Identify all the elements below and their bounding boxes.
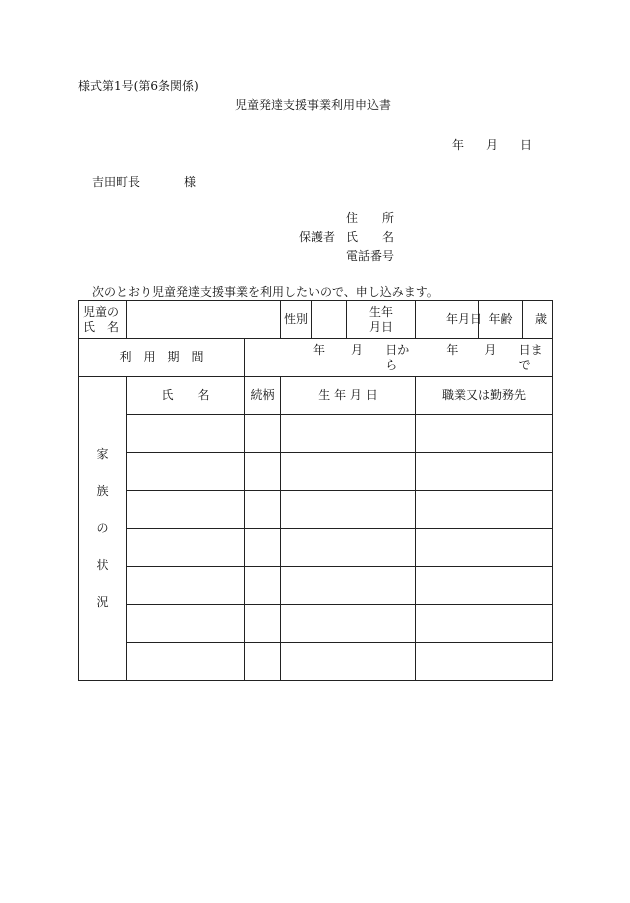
honorific: 様 (184, 175, 197, 189)
period-from-month: 月 (350, 342, 363, 357)
family-birthdate-cell[interactable] (281, 491, 416, 529)
period-to-month: 月 (484, 342, 497, 357)
date-month-label: 月 (486, 138, 499, 152)
birth-year-label: 年 (446, 312, 459, 326)
family-occupation-cell[interactable] (416, 529, 553, 567)
family-status-label: 家 族 の 状 況 (79, 377, 127, 681)
family-row (79, 605, 553, 643)
family-row (79, 567, 553, 605)
family-birthdate-cell[interactable] (281, 415, 416, 453)
family-name-cell[interactable] (127, 529, 245, 567)
family-occupation-cell[interactable] (416, 491, 553, 529)
period-field[interactable] (245, 339, 553, 377)
guardian-phone-label: 電話番号 (346, 249, 395, 263)
family-occupation-cell[interactable] (416, 415, 553, 453)
family-name-cell[interactable] (127, 605, 245, 643)
guardian-label: 保護者 (299, 230, 336, 244)
family-occupation-cell[interactable] (416, 643, 553, 681)
family-row (79, 415, 553, 453)
family-name-cell[interactable] (127, 491, 245, 529)
addressee: 吉田町長 (92, 175, 141, 189)
period-to-year: 年 (446, 342, 459, 357)
family-birthdate-cell[interactable] (281, 529, 416, 567)
family-name-cell[interactable] (127, 453, 245, 491)
family-occupation-cell[interactable] (416, 567, 553, 605)
guardian-name-label: 氏 名 (346, 230, 395, 244)
family-relation-cell[interactable] (245, 643, 281, 681)
gender-label: 性別 (281, 301, 312, 339)
family-row (79, 453, 553, 491)
birth-date-field[interactable] (416, 301, 483, 339)
date-line (452, 139, 532, 151)
period-row (79, 339, 553, 377)
document-title: 児童発達支援事業利用申込書 (235, 98, 392, 112)
family-occupation-cell[interactable] (416, 605, 553, 643)
family-row (79, 529, 553, 567)
family-birthdate-cell[interactable] (281, 605, 416, 643)
family-name-cell[interactable] (127, 567, 245, 605)
age-field[interactable] (523, 301, 553, 339)
birth-label: 生年 月日 (347, 301, 416, 339)
age-label: 年齢 (479, 301, 523, 339)
family-name-cell[interactable] (127, 643, 245, 681)
family-relation-cell[interactable] (245, 605, 281, 643)
family-relation-header: 続柄 (245, 377, 281, 415)
family-birthdate-header: 生 年 月 日 (281, 377, 416, 415)
child-info-row (79, 301, 553, 339)
birth-month-label: 月 (458, 312, 471, 326)
family-relation-cell[interactable] (245, 567, 281, 605)
period-from-year: 年 (313, 342, 326, 357)
child-name-field[interactable] (127, 301, 281, 339)
family-relation-cell[interactable] (245, 529, 281, 567)
gender-field[interactable] (312, 301, 347, 339)
family-occupation-cell[interactable] (416, 453, 553, 491)
family-occupation-header: 職業又は勤務先 (416, 377, 553, 415)
family-birthdate-cell[interactable] (281, 643, 416, 681)
family-relation-cell[interactable] (245, 491, 281, 529)
family-row (79, 491, 553, 529)
family-name-cell[interactable] (127, 415, 245, 453)
intro-text: 次のとおり児童発達支援事業を利用したいので、申し込みます。 (92, 285, 439, 299)
family-relation-cell[interactable] (245, 415, 281, 453)
form-number: 様式第1号(第6条関係) (78, 79, 199, 93)
birth-day-label: 日 (470, 312, 483, 326)
family-birthdate-cell[interactable] (281, 453, 416, 491)
family-header-row (79, 377, 553, 415)
period-to-day: 日まで (518, 342, 543, 372)
family-birthdate-cell[interactable] (281, 567, 416, 605)
child-name-label: 児童の 氏 名 (79, 301, 127, 339)
period-from-day: 日から (385, 342, 410, 372)
family-name-header: 氏 名 (127, 377, 245, 415)
date-day-label: 日 (520, 138, 533, 152)
age-unit: 歳 (535, 312, 548, 326)
family-relation-cell[interactable] (245, 453, 281, 491)
guardian-address-label: 住 所 (346, 211, 395, 225)
application-table (78, 300, 553, 681)
period-label: 利 用 期 間 (79, 339, 245, 377)
family-row (79, 643, 553, 681)
date-year-label: 年 (452, 138, 465, 152)
